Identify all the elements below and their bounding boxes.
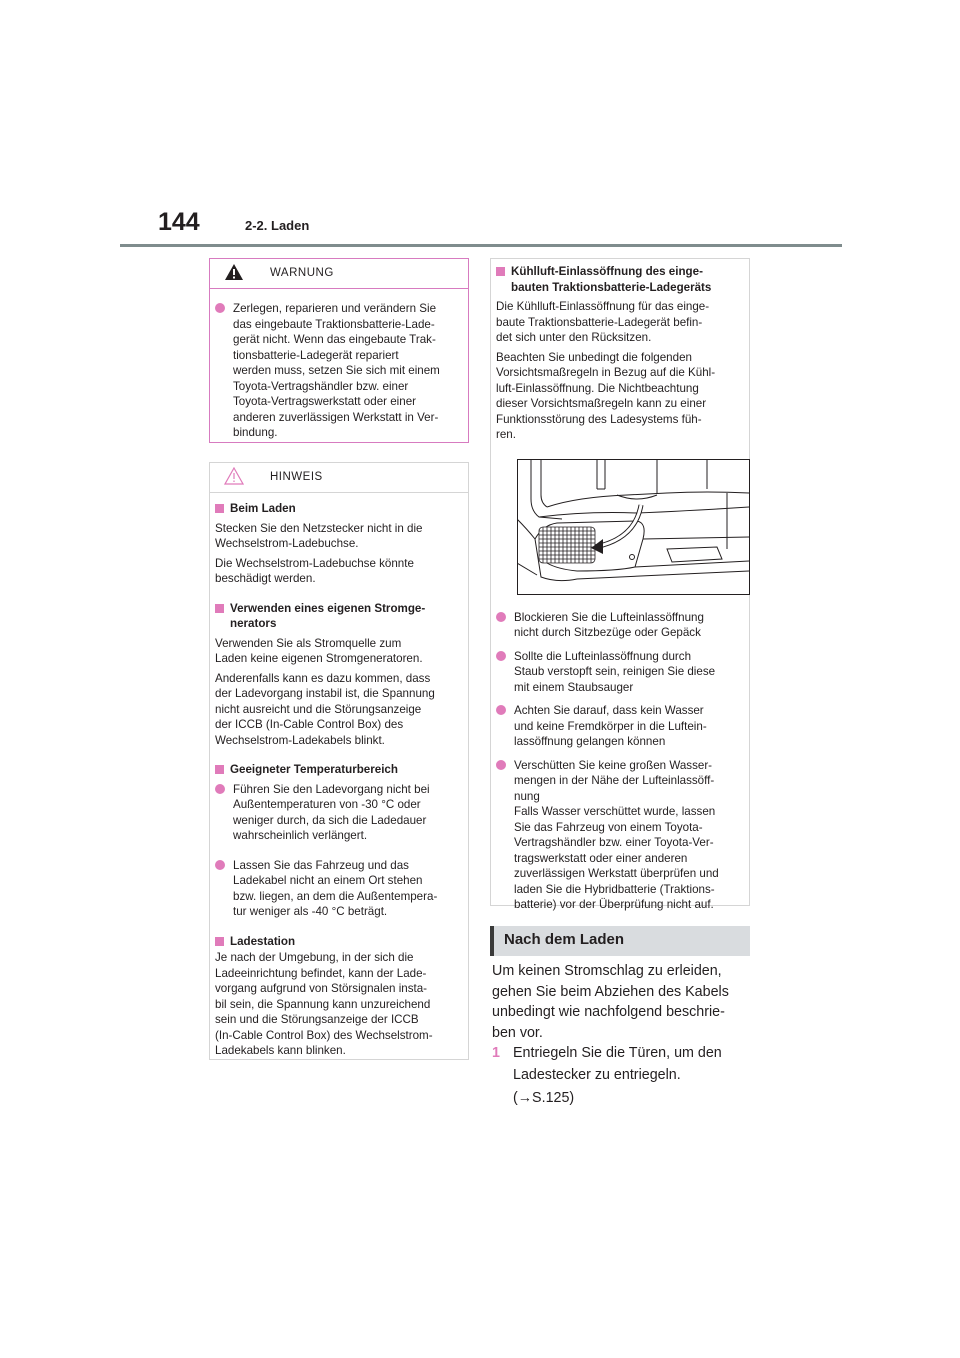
cooling-paragraph: Die Kühlluft-Einlassöffnung für das einge- baute Traktionsbatterie-Ladegerät befin- det sich unter den Rücksitzen. (496, 300, 710, 344)
step-1 (492, 1043, 754, 1110)
hint-title: HINWEIS (270, 471, 323, 483)
hint-paragraph: Je nach der Umgebung, in der sich die Ladeeinrichtung befindet, kann der Lade- vorgang aufgrund von Störsignalen insta- bil sein, die Spannung kann unzureichend sein und die Störungsanzeige der ICCB (In-Cable Control Box) des Wechselstrom- Ladekabels kann blinken. (215, 951, 433, 1057)
hint-paragraph: Anderenfalls kann es dazu kommen, dass der Ladevorgang instabil ist, die Spannung nicht ausreicht und die Störungsanzeige der ICCB (In-Cable Control Box) des Wechselstrom-Ladekabels blinkt. (215, 671, 435, 747)
warning-header (210, 259, 468, 289)
step-text: Entriegeln Sie die Türen, um den Ladestecker zu entriegeln. (513, 1045, 722, 1083)
hint-bullet: Lassen Sie das Fahrzeug und das Ladekabel nicht an einem Ort stehen bzw. liegen, an dem die Außentempera- tur weniger als -40 °C beträgt. (215, 858, 462, 920)
after-charging-title: Nach dem Laden (504, 931, 625, 948)
cooling-bullet: Blockieren Sie die Lufteinlassöffnung nicht durch Sitzbezüge oder Gepäck (496, 610, 743, 641)
hint-paragraph: Die Wechselstrom-Ladebuchse könnte beschädigt werden. (215, 556, 414, 585)
step-number: 1 (492, 1045, 500, 1061)
bullet-dot (496, 760, 506, 770)
cooling-bullet: Sollte die Lufteinlassöffnung durch Staub verstopft sein, reinigen Sie diese mit einem Staubsauger (496, 649, 743, 696)
bullet-dot (496, 705, 506, 715)
bullet-dot (496, 612, 506, 622)
cooling-inlet-heading: Kühlluft-Einlassöffnung des einge- bauten Traktionsbatterie-Ladegeräts (496, 264, 743, 295)
after-charging-banner (490, 926, 750, 956)
hint-heading-temperature: Geeigneter Temperaturbereich (215, 762, 462, 778)
cooling-paragraph: Beachten Sie unbedingt die folgenden Vorsichtsmaßregeln in Bezug auf die Kühl- luft-Einlassöffnung. Die Nichtbeachtung dieser Vorsichtsmaßregeln kann zu einer Funktionsstörung des Ladesystems füh- ren. (496, 350, 716, 441)
bullet-dot (215, 784, 225, 794)
page-reference-link[interactable]: (→S.125) (513, 1090, 575, 1106)
hint-header (210, 463, 468, 493)
hint-paragraph: Verwenden Sie als Stromquelle zum Laden keine eigenen Stromgeneratoren. (215, 636, 423, 665)
hint-box (209, 462, 469, 1060)
warning-box (209, 258, 469, 443)
hint-bullet: Führen Sie den Ladevorgang nicht bei Außentemperaturen von -30 °C oder weniger durch, da sich die Ladedauer wahrscheinlich verlängert. (215, 782, 462, 844)
section-title: 2-2. Laden (245, 218, 310, 233)
header-rule (120, 244, 842, 247)
hint-heading-generator: Verwenden eines eigenen Stromge- nerators (215, 601, 462, 632)
hint-heading-charging: Beim Laden (215, 501, 462, 517)
bullet-dot (215, 303, 225, 313)
cooling-bullet: Verschütten Sie keine großen Wasser- mengen in der Nähe der Lufteinlassöff- nung Falls Wasser verschüttet wurde, lassen Sie das Fahrzeug von einem Toyota- Vertragshändler bzw. einer Toyota-Ver- tragswerkstatt oder einer anderen zuverlässigen Werkstatt überprüfen und laden Sie die Hybridbatterie (Traktions- batterie) vor der Überprüfung nicht auf. (496, 758, 743, 913)
page-number: 144 (158, 208, 200, 236)
hint-paragraph: Stecken Sie den Netzstecker nicht in die Wechselstrom-Ladebuchse. (215, 521, 423, 550)
hint-heading-station: Ladestation (215, 934, 462, 950)
warning-title: WARNUNG (270, 267, 334, 279)
rear-seat-air-inlet-illustration (517, 459, 750, 595)
warning-triangle-icon (224, 263, 244, 286)
warning-item: Zerlegen, reparieren und verändern Sie das eingebaute Traktionsbatterie-Lade- gerät nicht. Wenn das eingebaute Trak- tionsbatterie-Ladegerät repariert werden muss, setzen Sie sich mit einem Toyota-Vertragshändler bzw. einer Toyota-Vertragswerkstatt oder einer anderen zuverlässigen Werkstatt in Ver- bindung. (215, 301, 462, 441)
bullet-dot (215, 860, 225, 870)
after-charging-body: Um keinen Stromschlag zu erleiden, gehen Sie beim Abziehen des Kabels unbedingt wie nachfolgend beschrie- ben vor. (492, 963, 729, 1041)
cooling-bullet: Achten Sie darauf, dass kein Wasser und keine Fremdkörper in die Luftein- lassöffnung gelangen können (496, 703, 743, 750)
bullet-dot (496, 651, 506, 661)
caution-triangle-icon (224, 467, 244, 490)
